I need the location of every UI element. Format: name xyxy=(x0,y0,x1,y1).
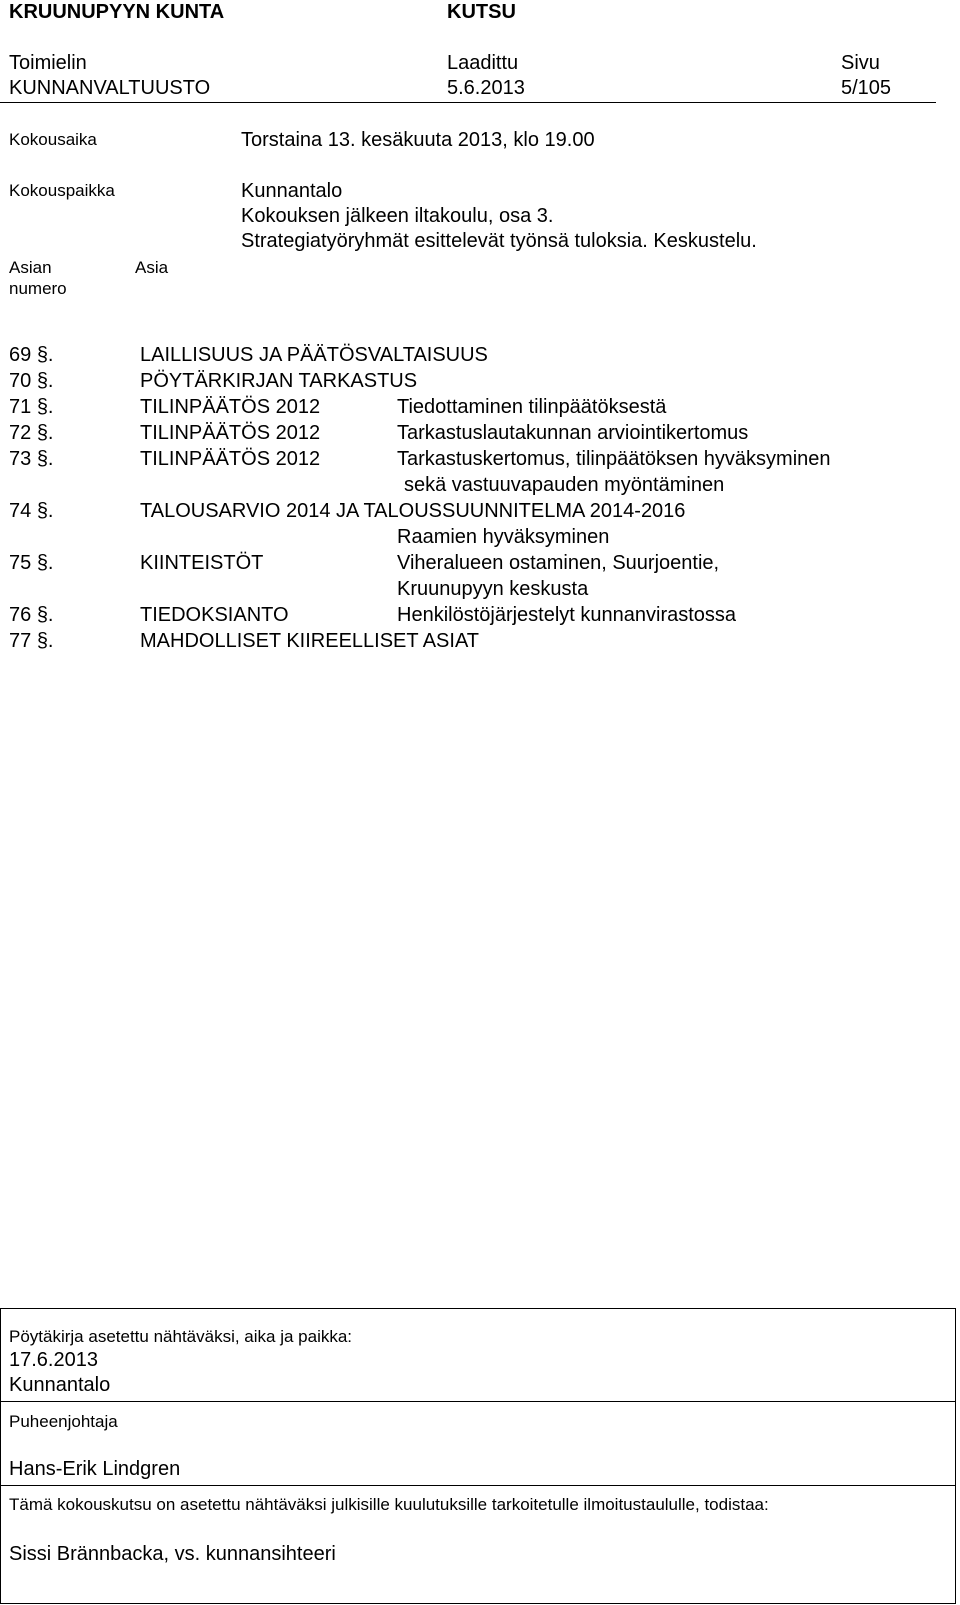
agenda-item-title: Tarkastuskertomus, tilinpäätöksen hyväksyminen xyxy=(397,448,831,470)
footer-box xyxy=(0,1308,956,1604)
agenda-item-number: 75 §. xyxy=(9,552,54,574)
agenda-item-title: Tarkastuslautakunnan arviointikertomus xyxy=(397,422,749,444)
agenda-item-number: 70 §. xyxy=(9,370,54,392)
municipality-name: KRUUNUPYYN KUNTA xyxy=(9,1,225,23)
column-number-label-2: numero xyxy=(9,279,67,298)
document-type: KUTSU xyxy=(447,1,516,23)
meeting-place-line-2: Kokouksen jälkeen iltakoulu, osa 3. xyxy=(241,205,554,227)
notice-text: Tämä kokouskutsu on asetettu nähtäväksi julkisille kuulutuksille tarkoitetulle ilmoitustaululle, todistaa: xyxy=(9,1495,769,1514)
agenda-item-title-continued: sekä vastuuvapauden myöntäminen xyxy=(404,474,725,496)
agenda-item-category: TALOUSARVIO 2014 JA TALOUSSUUNNITELMA 2014-2016 xyxy=(140,500,686,522)
agenda-item-number: 69 §. xyxy=(9,344,54,366)
header-divider xyxy=(0,102,936,103)
body-value: KUNNANVALTUUSTO xyxy=(9,77,211,99)
agenda-item-title: Viheralueen ostaminen, Suurjoentie, xyxy=(397,552,720,574)
agenda-item-number: 77 §. xyxy=(9,630,54,652)
agenda-item-number: 73 §. xyxy=(9,448,54,470)
agenda-item-number: 71 §. xyxy=(9,396,54,418)
column-subject-label: Asia xyxy=(135,258,169,277)
date-label: Laadittu xyxy=(447,52,519,74)
date-value: 5.6.2013 xyxy=(447,77,525,99)
agenda-item-category: PÖYTÄRKIRJAN TARKASTUS xyxy=(140,370,418,392)
agenda-item-number: 76 §. xyxy=(9,604,54,626)
meeting-time-value: Torstaina 13. kesäkuuta 2013, klo 19.00 xyxy=(241,129,595,151)
footer-divider-2 xyxy=(1,1485,955,1486)
agenda-item-category: TIEDOKSIANTO xyxy=(140,604,289,626)
chair-label: Puheenjohtaja xyxy=(9,1412,118,1431)
agenda-item-category: TILINPÄÄTÖS 2012 xyxy=(140,422,321,444)
agenda-item-category: MAHDOLLISET KIIREELLISET ASIAT xyxy=(140,630,480,652)
agenda-item-category: LAILLISUUS JA PÄÄTÖSVALTAISUUS xyxy=(140,344,488,366)
agenda-item-number: 74 §. xyxy=(9,500,54,522)
meeting-place-label: Kokouspaikka xyxy=(9,181,115,200)
agenda-item-title-continued: Kruunupyyn keskusta xyxy=(397,578,589,600)
agenda-item-title: Henkilöstöjärjestelyt kunnanvirastossa xyxy=(397,604,737,626)
page-label: Sivu xyxy=(841,52,880,74)
meeting-time-label: Kokousaika xyxy=(9,130,97,149)
body-label: Toimielin xyxy=(9,52,87,74)
column-number-label-1: Asian xyxy=(9,258,52,277)
agenda-item-number: 72 §. xyxy=(9,422,54,444)
agenda-item-category: TILINPÄÄTÖS 2012 xyxy=(140,448,321,470)
posted-date: 17.6.2013 xyxy=(9,1349,98,1371)
agenda-item-category: TILINPÄÄTÖS 2012 xyxy=(140,396,321,418)
secretary-name: Sissi Brännbacka, vs. kunnansihteeri xyxy=(9,1543,336,1565)
meeting-place-line-3: Strategiatyöryhmät esittelevät työnsä tuloksia. Keskustelu. xyxy=(241,230,757,252)
chair-name: Hans-Erik Lindgren xyxy=(9,1458,181,1480)
agenda-item-category: KIINTEISTÖT xyxy=(140,552,264,574)
posted-place: Kunnantalo xyxy=(9,1374,111,1396)
footer-divider-1 xyxy=(1,1401,955,1402)
meeting-place-line-1: Kunnantalo xyxy=(241,180,343,202)
page-value: 5/105 xyxy=(841,77,892,99)
agenda-item-title: Tiedottaminen tilinpäätöksestä xyxy=(397,396,667,418)
agenda-item-title-continued: Raamien hyväksyminen xyxy=(397,526,610,548)
posted-label: Pöytäkirja asetettu nähtäväksi, aika ja paikka: xyxy=(9,1327,353,1346)
